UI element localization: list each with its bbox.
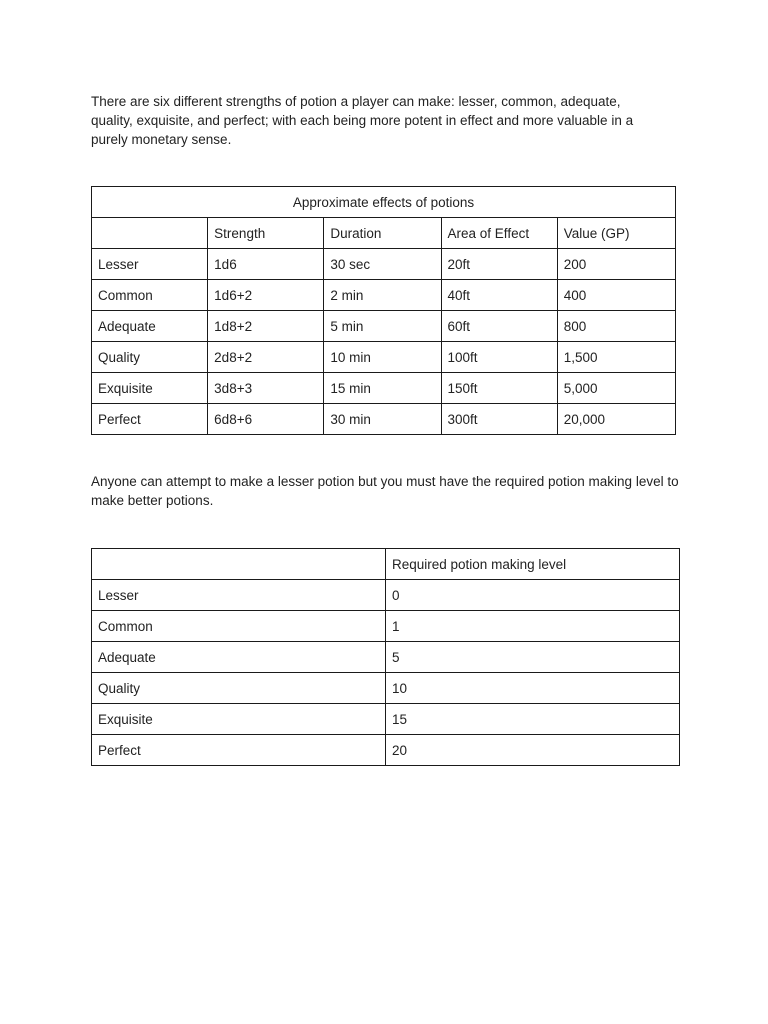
intro-paragraph: There are six different strengths of potion a player can make: lesser, common, adequate, quality, exquisite, and perfect; with each being more potent in effect and more valuable in a purely monetary sense. xyxy=(91,94,634,147)
table-cell: 5,000 xyxy=(557,373,675,404)
table-cell: Common xyxy=(92,280,208,311)
table-cell: 5 xyxy=(386,642,680,673)
table-cell: 20ft xyxy=(441,249,557,280)
table-row xyxy=(92,280,676,311)
table-row xyxy=(92,404,676,435)
table-row xyxy=(92,342,676,373)
table-cell: 60ft xyxy=(441,311,557,342)
table-cell: 800 xyxy=(557,311,675,342)
table-cell: 30 sec xyxy=(324,249,441,280)
table-cell: 150ft xyxy=(441,373,557,404)
table-cell: 5 min xyxy=(324,311,441,342)
potion-effects-table xyxy=(91,186,676,435)
table-cell: 300ft xyxy=(441,404,557,435)
table-caption: Approximate effects of potions xyxy=(92,187,676,218)
table-cell: 10 min xyxy=(324,342,441,373)
table-cell: 30 min xyxy=(324,404,441,435)
table-cell: 40ft xyxy=(441,280,557,311)
table-cell: 3d8+3 xyxy=(208,373,324,404)
requirements-paragraph: Anyone can attempt to make a lesser potion but you must have the required potion making level to make better potions. xyxy=(91,474,679,508)
table-cell: 20 xyxy=(386,735,680,766)
column-header xyxy=(92,218,208,249)
table-row xyxy=(92,673,680,704)
table-row xyxy=(92,642,680,673)
table-cell: Exquisite xyxy=(92,373,208,404)
table-cell: Quality xyxy=(92,342,208,373)
table-cell: Common xyxy=(92,611,386,642)
required-level-table xyxy=(91,548,680,766)
table-row xyxy=(92,580,680,611)
table-cell: Adequate xyxy=(92,642,386,673)
table-cell: Lesser xyxy=(92,580,386,611)
table-row xyxy=(92,249,676,280)
table-cell: Exquisite xyxy=(92,704,386,735)
table-cell: Adequate xyxy=(92,311,208,342)
table-header-row xyxy=(92,549,680,580)
table-cell: 20,000 xyxy=(557,404,675,435)
table-cell: 1 xyxy=(386,611,680,642)
table-cell: 15 xyxy=(386,704,680,735)
table-row xyxy=(92,311,676,342)
column-header-area-of-effect: Area of Effect xyxy=(441,218,557,249)
table-cell: 400 xyxy=(557,280,675,311)
column-header-value: Value (GP) xyxy=(557,218,675,249)
table-row xyxy=(92,735,680,766)
table-cell: 15 min xyxy=(324,373,441,404)
table-cell: 1d8+2 xyxy=(208,311,324,342)
table-cell: Lesser xyxy=(92,249,208,280)
table-cell: 0 xyxy=(386,580,680,611)
table-row xyxy=(92,704,680,735)
table-cell: Quality xyxy=(92,673,386,704)
table-cell: Perfect xyxy=(92,404,208,435)
table-cell: 1,500 xyxy=(557,342,675,373)
table-cell: 6d8+6 xyxy=(208,404,324,435)
table-header-row xyxy=(92,218,676,249)
column-header-duration: Duration xyxy=(324,218,441,249)
table-cell: 1d6 xyxy=(208,249,324,280)
table-cell: 200 xyxy=(557,249,675,280)
table-cell: 10 xyxy=(386,673,680,704)
column-header xyxy=(92,549,386,580)
column-header-required-level: Required potion making level xyxy=(386,549,680,580)
column-header-strength: Strength xyxy=(208,218,324,249)
table-row xyxy=(92,373,676,404)
table-cell: 1d6+2 xyxy=(208,280,324,311)
table-cell: Perfect xyxy=(92,735,386,766)
table-cell: 2 min xyxy=(324,280,441,311)
table-row xyxy=(92,611,680,642)
table-cell: 100ft xyxy=(441,342,557,373)
table-cell: 2d8+2 xyxy=(208,342,324,373)
table-caption-row xyxy=(92,187,676,218)
